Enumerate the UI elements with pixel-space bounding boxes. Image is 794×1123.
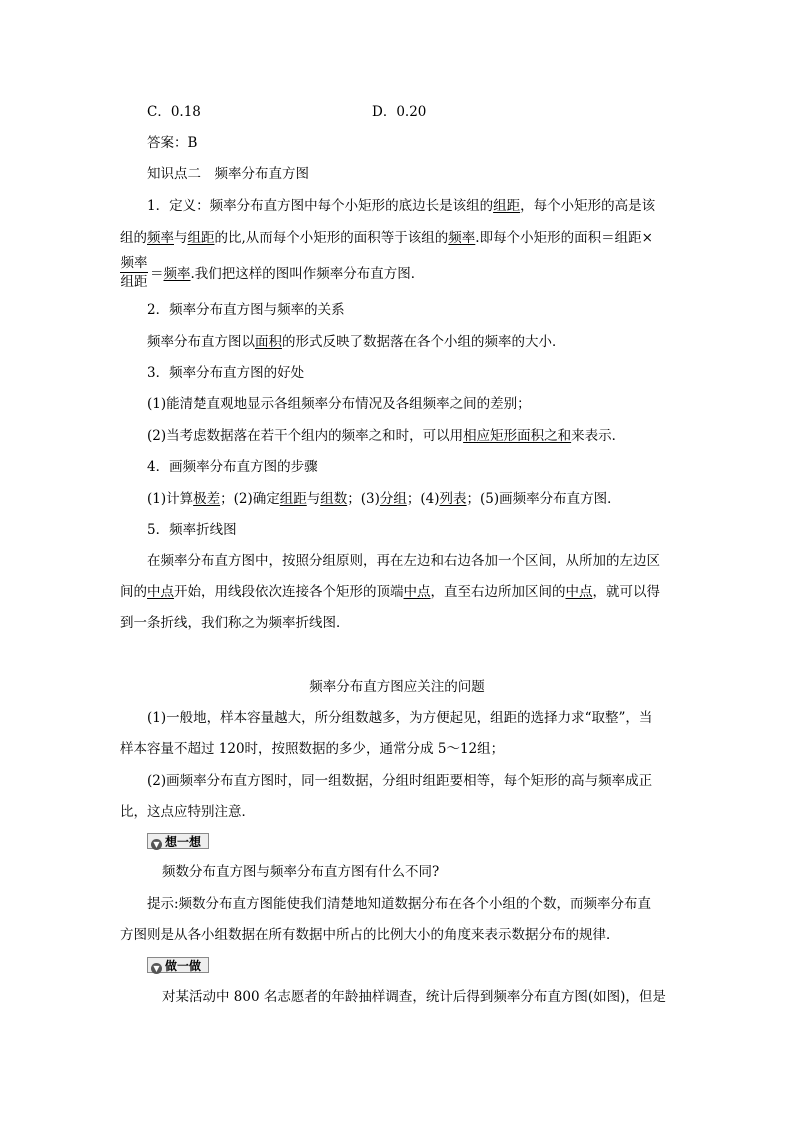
polyline-line-3: 到一条折线，我们称之为频率折线图．: [120, 615, 350, 631]
note-1-line-2: 样本容量不超过 120时，按照数据的多少，通常分成 5～12组；: [120, 741, 505, 757]
fraction-denominator: 组距: [120, 274, 148, 290]
do-text-line-1: 对某活动中 800 名志愿者的年龄抽样调查，统计后得到频率分布直方图(如图)，但是: [162, 989, 666, 1005]
chevron-down-icon: ▼: [151, 963, 162, 974]
section-title: 知识点二 频率分布直方图: [147, 166, 309, 182]
polyline-line-1: 在频率分布直方图中，按照分组原则，再在左边和右边各加一个区间，从所加的左边区: [147, 553, 660, 569]
steps-text: (1)计算极差；(2)确定组距与组数；(3)分组；(4)列表；(5)画频率分布直方图．: [147, 491, 621, 507]
definition-line-1: 1．定义：频率分布直方图中每个小矩形的底边长是该组的组距，每个小矩形的高是该: [147, 198, 656, 214]
notes-title: 频率分布直方图应关注的问题: [309, 679, 485, 695]
benefit-2: (2)当考虑数据落在若干个组内的频率之和时，可以用相应矩形面积之和来表示．: [147, 428, 626, 444]
benefit-1: (1)能清楚直观地显示各组频率分布情况及各组频率之间的差别；: [147, 396, 531, 412]
think-hint-line-1: 提示:频数分布直方图能使我们清楚地知道数据分布在各个小组的个数，而频率分布直: [147, 896, 652, 912]
definition-line-2: 组的频率与组距的比,从而每个小矩形的面积等于该组的频率.即每个小矩形的面积＝组距×: [120, 230, 653, 246]
think-badge: ▼ 想一想: [147, 833, 209, 849]
note-1-line-1: (1)一般地，样本容量越大，所分组数越多，为方便起见，组距的选择力求“取整”，当: [147, 710, 653, 726]
note-2-line-1: (2)画频率分布直方图时，同一组数据，分组时组距要相等，每个矩形的高与频率成正: [147, 773, 653, 789]
note-2-line-2: 比，这点应特别注意．: [120, 804, 255, 820]
polyline-line-2: 间的中点开始，用线段依次连接各个矩形的顶端中点，直至右边所加区间的中点，就可以得: [120, 584, 660, 600]
think-hint-line-2: 方图则是从各小组数据在所有数据中所占的比例大小的角度来表示数据分布的规律．: [120, 927, 620, 943]
relation-title: 2．频率分布直方图与频率的关系: [147, 302, 345, 318]
think-question: 频数分布直方图与频率分布直方图有什么不同?: [162, 864, 440, 880]
steps-title: 4．画频率分布直方图的步骤: [147, 459, 318, 475]
do-badge: ▼ 做一做: [147, 957, 209, 973]
fraction-frequency-over-interval: [120, 254, 148, 291]
polyline-title: 5．频率折线图: [147, 522, 237, 538]
answer: 答案：B: [147, 135, 198, 151]
fraction-numerator: 频率: [120, 255, 148, 271]
relation-text: 频率分布直方图以面积的形式反映了数据落在各个小组的频率的大小．: [147, 334, 566, 350]
option-d: D．0.20: [372, 104, 427, 120]
definition-line-3: ＝频率.我们把这样的图叫作频率分布直方图．: [150, 266, 425, 282]
benefits-title: 3．频率分布直方图的好处: [147, 365, 305, 381]
chevron-down-icon: ▼: [151, 839, 162, 850]
option-c: C．0.18: [147, 104, 201, 120]
